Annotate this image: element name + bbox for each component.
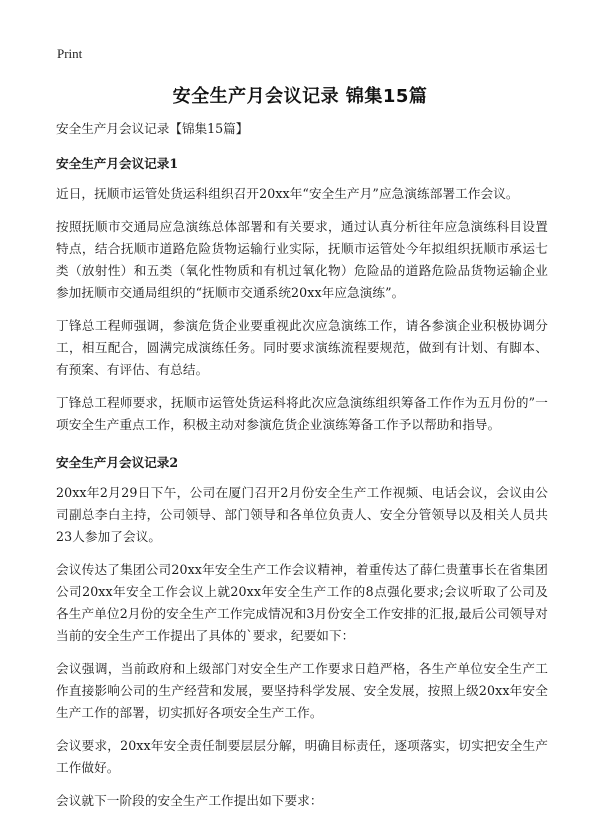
paragraph: 20xx年2月29日下午，公司在厦门召开2月份安全生产工作视频、电话会议，会议由公司副总李白主持，公司领导、部门领导和各单位负责人、安全分管领导以及相关人员共23人参加了会议。 [56,485,548,544]
section-heading-1: 安全生产月会议记录1 [56,156,179,171]
print-link[interactable]: Print [57,46,83,61]
paragraph: 会议要求，20xx年安全责任制要层层分解，明确目标责任，逐项落实，切实把安全生产工作做好。 [56,738,548,775]
paragraph: 会议强调，当前政府和上级部门对安全生产工作要求日趋严格，各生产单位安全生产工作直接影响公司的生产经营和发展，要坚持科学发展、安全发展，按照上级20xx年安全生产工作的部署，切实抓好各项安全生产工作。 [56,661,548,720]
paragraph: 会议就下一阶段的安全生产工作提出如下要求： [56,793,323,808]
paragraph: 会议传达了集团公司20xx年安全生产工作会议精神，着重传达了薛仁贵董事长在省集团公司20xx年安全工作会议上就20xx年安全生产工作的8点强化要求;会议听取了公司及各生产单位2月份的安全生产工作完成情况和3月份安全工作安排的汇报,最后公司领导对当前的安全生产工作提出了具体的`要求，纪要如下： [56,562,548,643]
page-title: 安全生产月会议记录 锦集15篇 [172,86,428,107]
paragraph: 丁锋总工程师强调，参演危货企业要重视此次应急演练工作，请各参演企业积极协调分工，相互配合，圆满完成演练任务。同时要求演练流程要规范，做到有计划、有脚本、有预案、有评估、有总结。 [56,318,548,377]
section-heading-2: 安全生产月会议记录2 [56,455,179,470]
document-body [56,118,548,823]
document-subtitle: 安全生产月会议记录【锦集15篇】 [56,121,249,136]
paragraph: 丁锋总工程师要求，抚顺市运管处货运科将此次应急演练组织筹备工作作为五月份的”一项安全生产重点工作，积极主动对参演危货企业演练筹备工作予以帮助和指导。 [56,395,548,432]
paragraph: 按照抚顺市交通局应急演练总体部署和有关要求，通过认真分析往年应急演练科目设置特点，结合抚顺市道路危险货物运输行业实际，抚顺市运管处今年拟组织抚顺市承运七类（放射性）和五类（氧化性物质和有机过氧化物）危险品的道路危险品货物运输企业参加抚顺市交通局组织的“抚顺市交通系统20xx年应急演练”。 [56,219,548,300]
paragraph: 近日，抚顺市运管处货运科组织召开20xx年“安全生产月”应急演练部署工作会议。 [56,186,519,201]
